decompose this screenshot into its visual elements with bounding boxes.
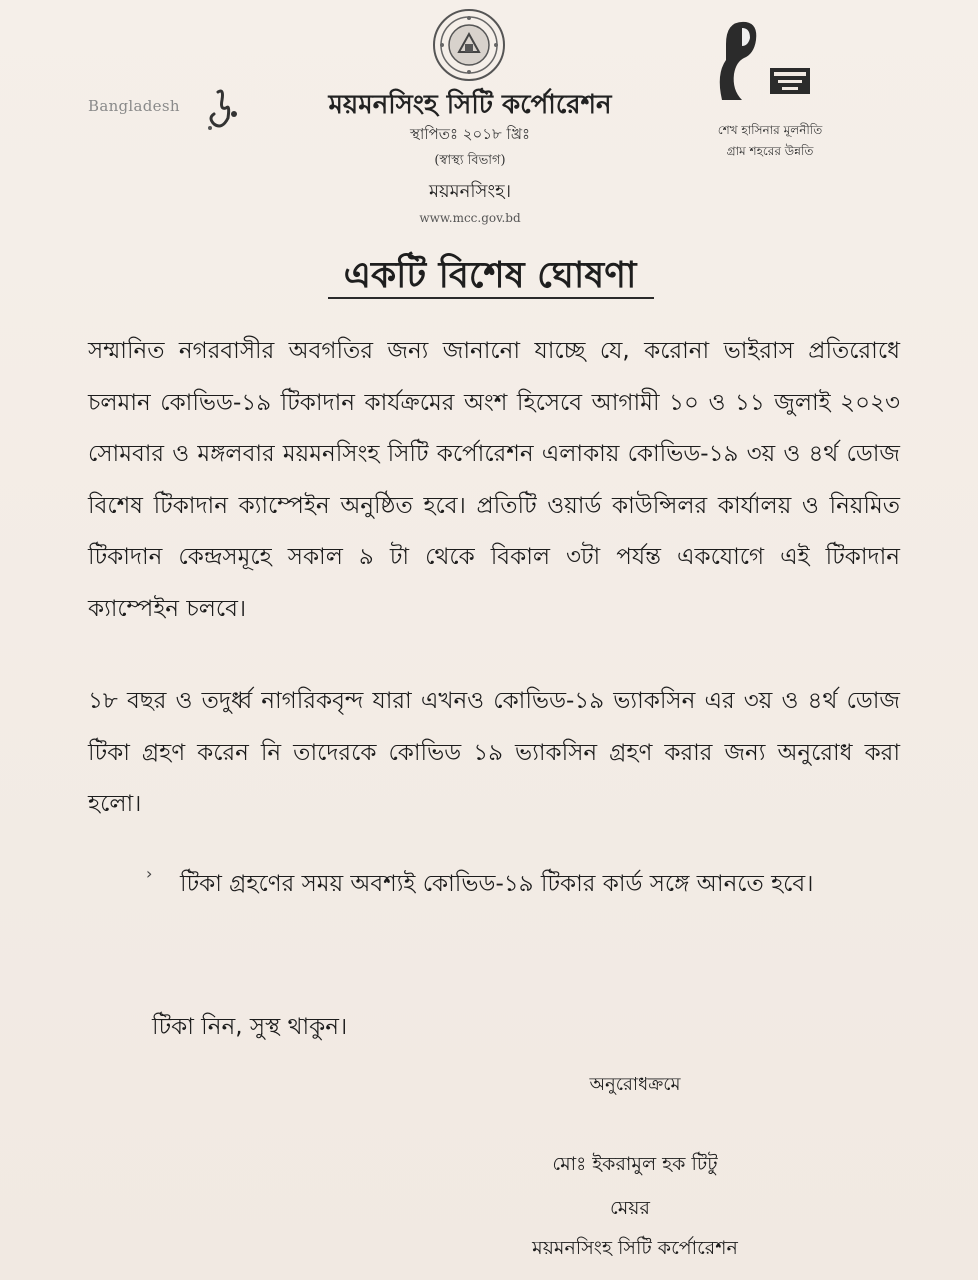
signatory-org: ময়মনসিংহ সিটি কর্পোরেশন: [532, 1237, 738, 1259]
signatory-title: মেয়র: [610, 1197, 650, 1219]
notice-bullet: টিকা গ্রহণের সময় অবশ্যই কোভিড-১৯ টিকার কার্ড সঙ্গে আনতে হবে।: [180, 871, 814, 897]
slogan: [690, 120, 850, 162]
org-title: ময়মনসিংহ সিটি কর্পোরেশন: [328, 90, 612, 120]
bullet-marker-icon: ›: [146, 864, 153, 883]
notice-paragraph-1: সম্মানিত নগরবাসীর অবগতির জন্য জানানো যাচ্ছে যে, করোনা ভাইরাস প্রতিরোধে চলমান কোভিড-১৯ টিকাদান কার্যক্রমের অংশ হিসেবে আগামী ১০ ও ১১ জুলাই ২০২৩ সোমবার ও মঙ্গলবার ময়মনসিংহ সিটি কর্পোরেশন এলাকায় কোভিড-১৯ ৩য় ও ৪র্থ ডোজ বিশেষ টিকাদান ক্যাম্পেইন অনুষ্ঠিত হবে। প্রতিটি ওয়ার্ড কাউন্সিলর কার্যালয় ও নিয়মিত টিকাদান কেন্দ্রসমূহে সকাল ৯ টা থেকে বিকাল ৩টা পর্যন্ত একযোগে এই টিকাদান ক্যাম্পেইন চলবে।: [88, 338, 900, 622]
city-label: ময়মনসিংহ।: [428, 181, 512, 202]
slogan-line-1: শেখ হাসিনার মূলনীতি: [717, 123, 823, 137]
slogan-line-2: গ্রাম শহরের উন্নতি: [726, 144, 814, 158]
country-label: Bangladesh: [88, 97, 180, 115]
heading-underline: [328, 297, 654, 299]
emblem-mark-icon: [200, 84, 250, 136]
portrait-emblem-icon: [712, 14, 822, 106]
department-label: (স্বাস্থ্য বিভাগ): [434, 153, 506, 168]
notice-heading: একটি বিশেষ ঘোষণা: [343, 255, 637, 296]
signatory-name: মোঃ ইকরামুল হক টিটু: [552, 1153, 718, 1175]
website-link[interactable]: www.mcc.gov.bd: [419, 211, 521, 225]
closing-line: টিকা নিন, সুস্থ থাকুন।: [152, 1014, 348, 1040]
established-date: স্থাপিতঃ ২০১৮ খ্রিঃ: [410, 125, 530, 143]
notice-paragraph-2: ১৮ বছর ও তদুর্ধ্ব নাগরিকবৃন্দ যারা এখনও কোভিড-১৯ ভ্যাকসিন এর ৩য় ও ৪র্থ ডোজ টিকা গ্রহণ করেন নি তাদেরকে কোভিড ১৯ ভ্যাকসিন গ্রহণ করার জন্য অনুরোধ করা হলো।: [88, 688, 900, 817]
signature-request: অনুরোধক্রমে: [589, 1074, 681, 1095]
city-corporation-seal-icon: [432, 8, 506, 82]
